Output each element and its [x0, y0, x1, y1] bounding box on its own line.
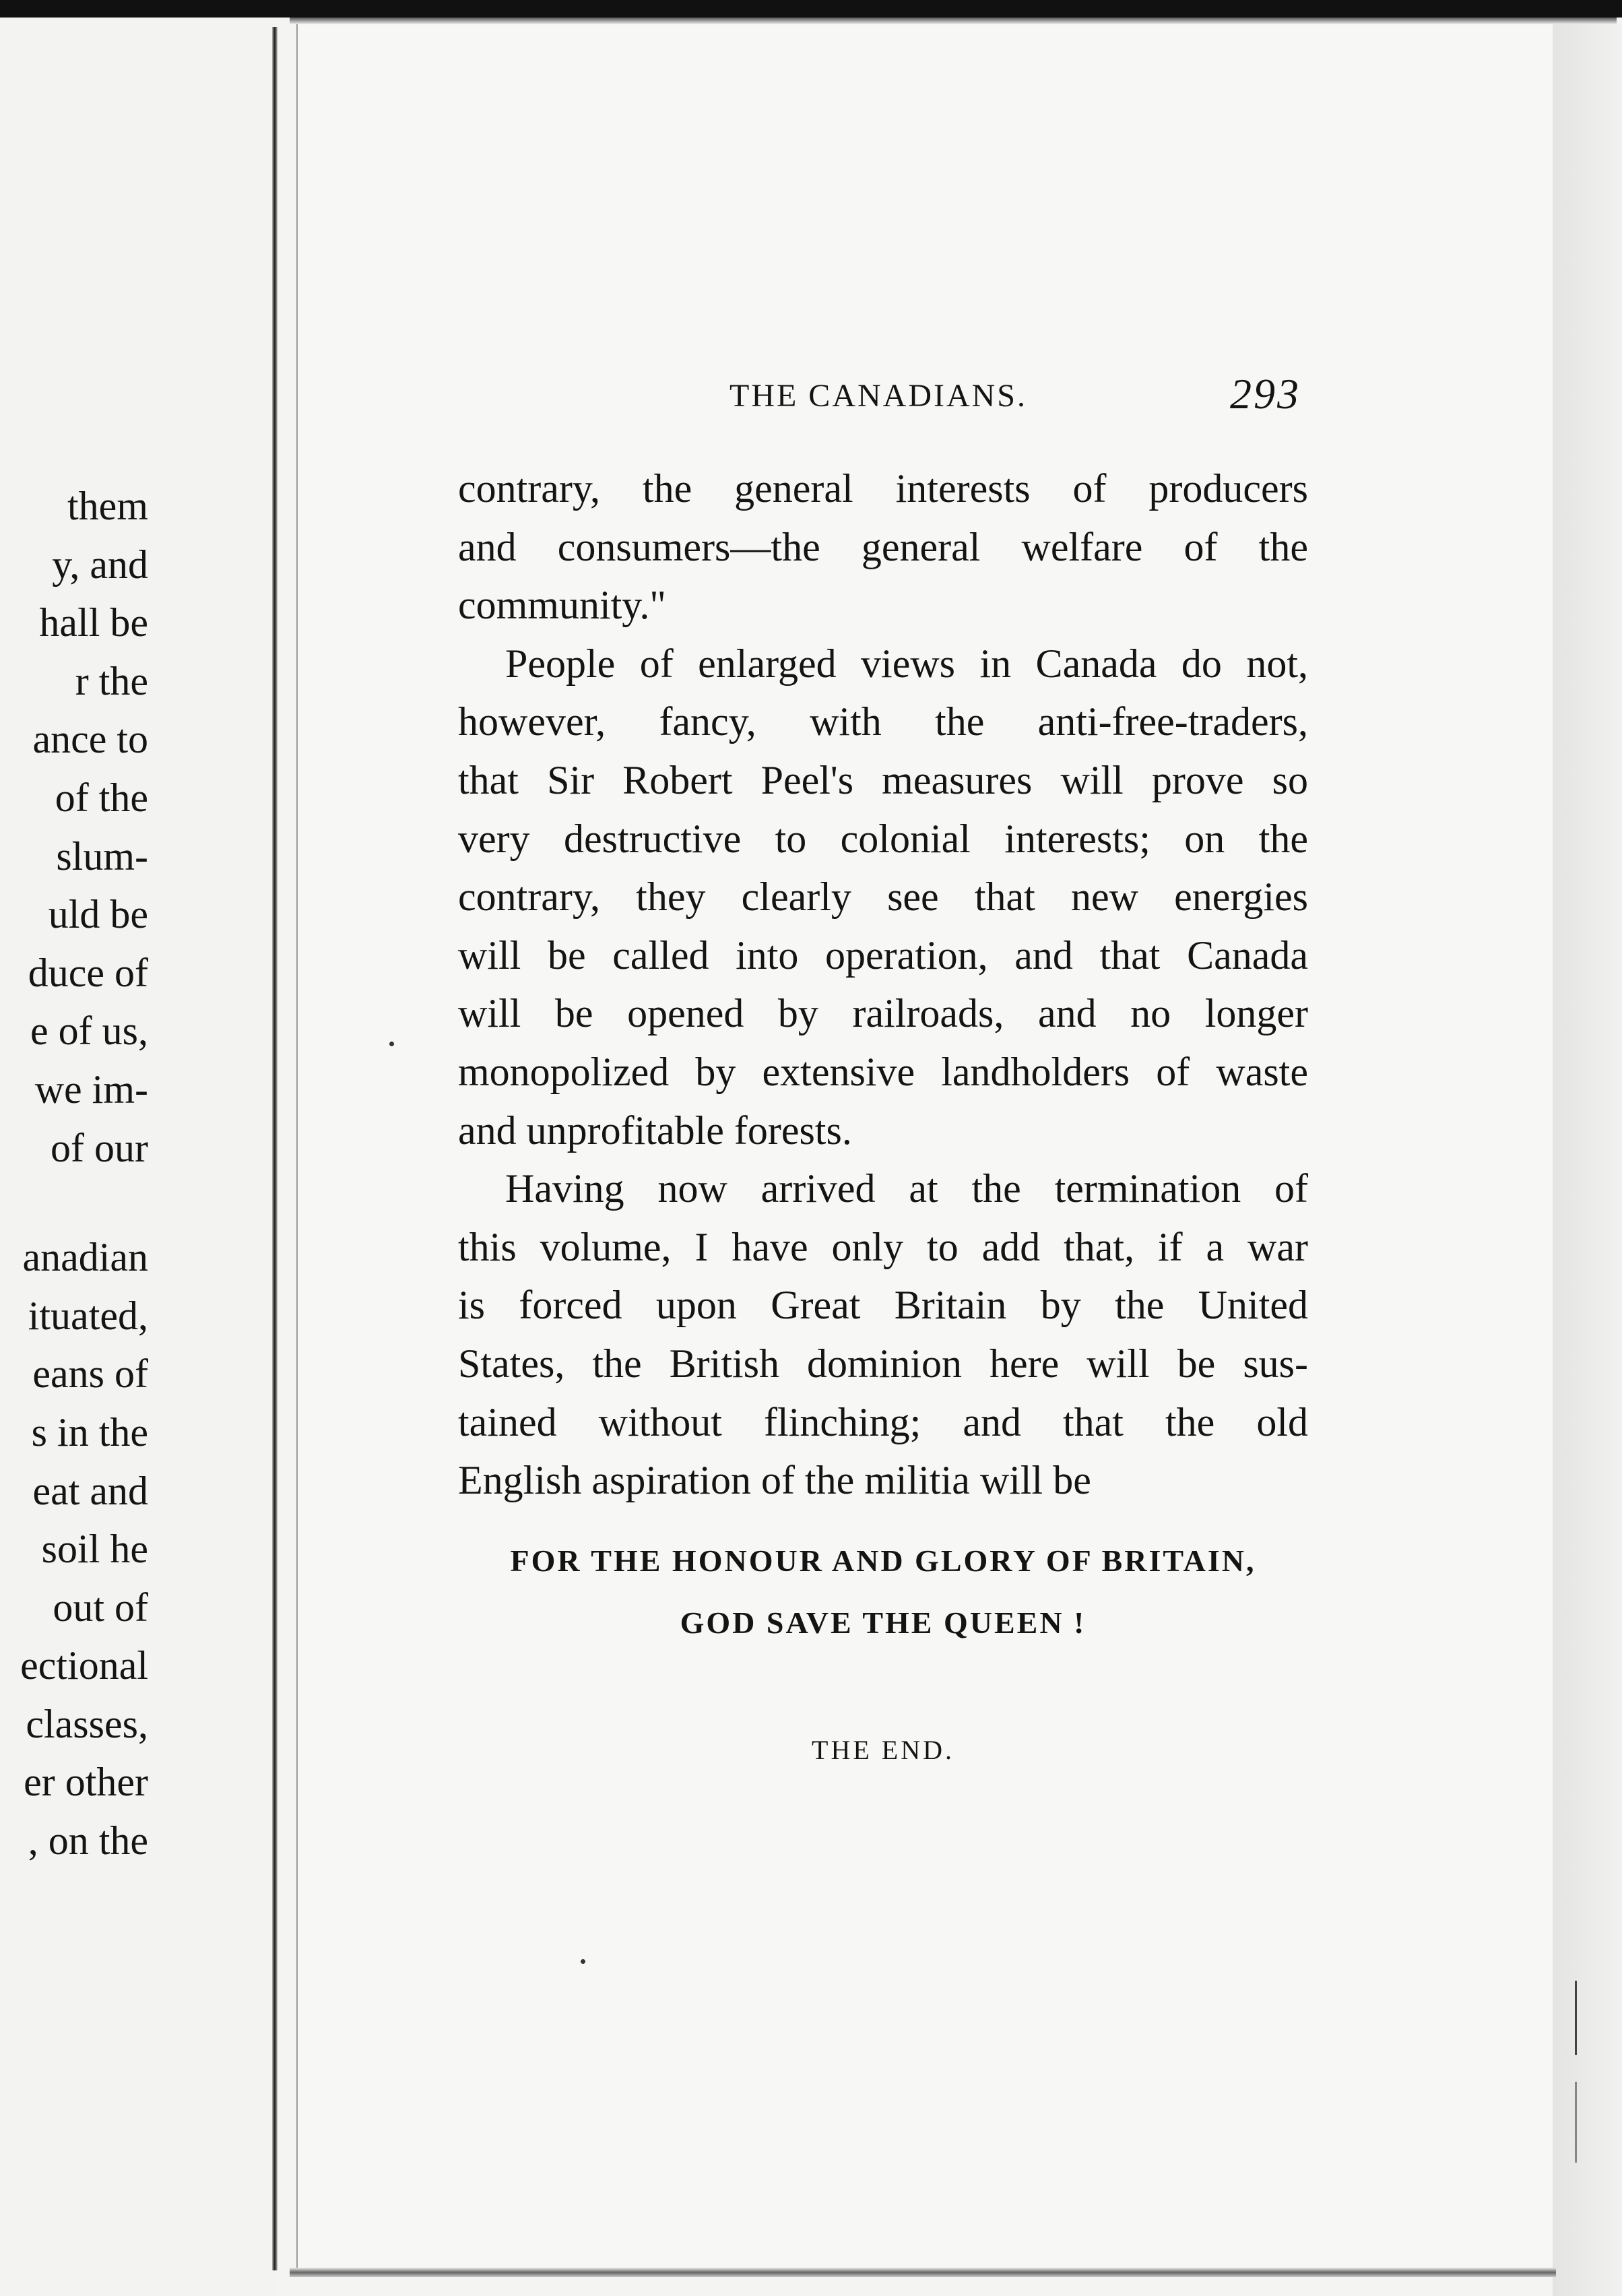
- page-edge-right: [1553, 24, 1622, 2296]
- left-line-fragment: eat and: [32, 1468, 148, 1513]
- text-line: however, fancy, with the anti-free-traders,: [458, 699, 1308, 744]
- left-line-fragment: anadian: [22, 1235, 148, 1280]
- text-line: contrary, the general interests of producers: [458, 466, 1308, 511]
- left-page-text: [0, 477, 148, 1870]
- text-line: contrary, they clearly see that new energies: [458, 874, 1308, 920]
- text-line: will be opened by railroads, and no longer: [458, 991, 1308, 1036]
- text-line: community.": [458, 583, 666, 628]
- left-line-fragment: r the: [75, 658, 148, 703]
- paragraph: [458, 1159, 1308, 1510]
- left-line-fragment: we im-: [34, 1066, 148, 1112]
- text-line: States, the British dominion here will be sus-: [458, 1341, 1308, 1386]
- text-line: People of enlarged views in Canada do not,: [505, 641, 1308, 686]
- left-line-fragment: classes,: [26, 1701, 148, 1746]
- text-line: and unprofitable forests.: [458, 1108, 852, 1153]
- page-number: 293: [1230, 370, 1301, 418]
- text-line: English aspiration of the militia will be: [458, 1458, 1091, 1503]
- left-line-fragment: e of us,: [30, 1009, 148, 1054]
- left-line-fragment: er other: [24, 1760, 148, 1805]
- left-line-fragment: , on the: [28, 1818, 148, 1863]
- text-line: that Sir Robert Peel's measures will prove so: [458, 757, 1308, 802]
- running-head: THE CANADIANS.: [729, 378, 1027, 414]
- text-line: very destructive to colonial interests; on the: [458, 816, 1308, 861]
- paragraph: [458, 635, 1308, 1159]
- text-line: tained without flinching; and that the old: [458, 1399, 1308, 1444]
- speck: [581, 1959, 585, 1964]
- text-line: will be called into operation, and that Canada: [458, 932, 1308, 978]
- left-line-fragment: out of: [53, 1585, 148, 1630]
- left-line-fragment: ituated,: [28, 1293, 148, 1338]
- speck: [389, 1042, 394, 1046]
- end-marker: THE END.: [812, 1735, 954, 1765]
- left-line-fragment: ance to: [32, 717, 148, 762]
- scan-top-shadow: [290, 18, 1617, 24]
- text-line: is forced upon Great Britain by the United: [458, 1283, 1308, 1328]
- left-line-fragment: ectional: [20, 1643, 148, 1688]
- left-page: [0, 20, 276, 2296]
- left-line-fragment: of our: [51, 1125, 148, 1170]
- left-line-fragment: duce of: [28, 950, 148, 995]
- text-line: and consumers—the general welfare of the: [458, 524, 1308, 569]
- scan-mark: [1575, 2082, 1577, 2163]
- book-gutter: [272, 27, 278, 2270]
- left-line-fragment: y, and: [52, 542, 148, 587]
- closing-line-2: GOD SAVE THE QUEEN !: [680, 1605, 1086, 1640]
- text-line: Having now arrived at the termination of: [505, 1166, 1308, 1211]
- left-line-fragment: soil he: [41, 1527, 148, 1572]
- left-line-fragment: hall be: [39, 600, 148, 645]
- text-line: this volume, I have only to add that, if a war: [458, 1224, 1308, 1269]
- left-line-fragment: eans of: [32, 1351, 148, 1397]
- left-line-fragment: uld be: [48, 892, 148, 937]
- left-line-fragment: them: [67, 484, 148, 528]
- scan-mark: [1575, 1981, 1577, 2055]
- body-text: [458, 459, 1308, 1510]
- page-edge-bottom: [290, 2268, 1556, 2277]
- scan-top-border: [0, 0, 1622, 18]
- text-line: monopolized by extensive landholders of waste: [458, 1049, 1308, 1094]
- left-line-fragment: s in the: [31, 1409, 148, 1455]
- left-line-fragment: of the: [55, 775, 148, 820]
- paragraph: [458, 459, 1308, 635]
- left-line-fragment: slum-: [56, 833, 148, 879]
- closing-line-1: FOR THE HONOUR AND GLORY OF BRITAIN,: [510, 1543, 1256, 1578]
